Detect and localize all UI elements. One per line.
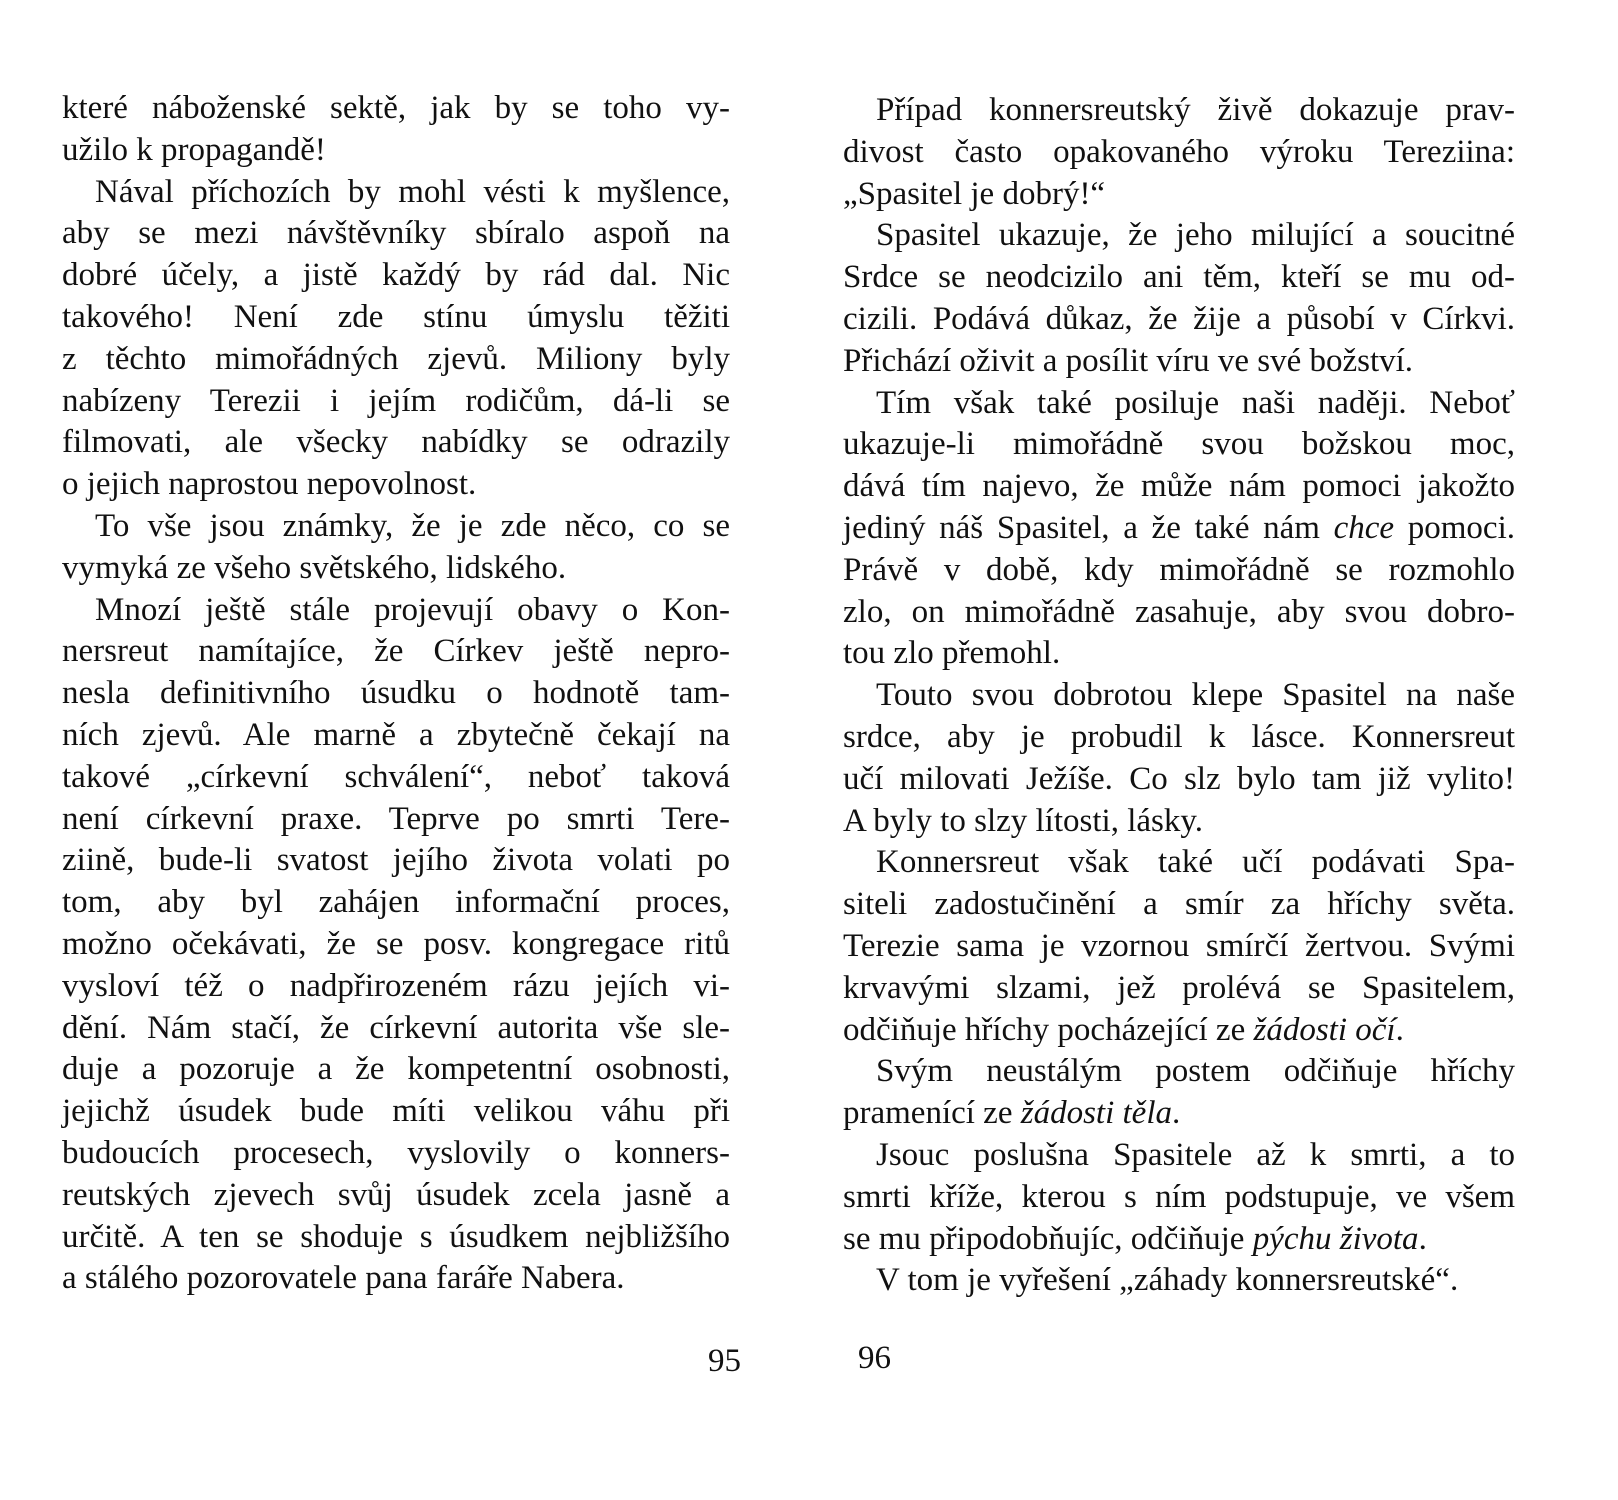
text-line: srdce, aby je probudil k lásce. Konnersreut bbox=[843, 719, 1515, 755]
text-line: tou zlo přemohl. bbox=[843, 635, 1061, 672]
text-line bbox=[843, 1010, 1515, 1050]
text-line: o jejich naprostou nepovolnost. bbox=[62, 466, 477, 503]
text-line: není církevní praxe. Teprve po smrti Tere- bbox=[62, 800, 730, 837]
text-segment: . bbox=[1172, 1095, 1181, 1132]
text-line: Srdce se neodcizilo ani těm, kteří se mu od- bbox=[843, 259, 1515, 296]
text-line: vymyká ze všeho světského, lidského. bbox=[62, 549, 567, 586]
text-segment: pramenící ze bbox=[843, 1095, 1021, 1132]
text-line: nabízeny Terezii i jejím rodičům, dá-li se bbox=[62, 382, 730, 419]
text-line: Konnersreut však také učí podávati Spa- bbox=[876, 844, 1515, 881]
text-line: smrti kříže, kterou s ním podstupuje, ve všem bbox=[843, 1178, 1515, 1215]
right-page bbox=[843, 0, 1515, 1500]
text-line: Nával příchozích by mohl vésti k myšlence, bbox=[95, 173, 730, 210]
text-line bbox=[843, 508, 1515, 548]
text-line bbox=[843, 1219, 1515, 1259]
text-line: To vše jsou známky, že je zde něco, co se bbox=[95, 508, 730, 544]
text-line: takové „církevní schválení“, neboť taková bbox=[62, 758, 730, 795]
text-line: Mnozí ještě stále projevují obavy o Kon- bbox=[95, 591, 730, 628]
text-segment: pomoci. bbox=[1394, 510, 1515, 546]
text-line: Případ konnersreutský živě dokazuje prav- bbox=[876, 92, 1515, 128]
italic-text: pýchu života bbox=[1252, 1220, 1419, 1257]
text-line: nersreut namítajíce, že Církev ještě nepro- bbox=[62, 633, 730, 670]
text-line: Svým neustálým postem odčiňuje hříchy bbox=[876, 1053, 1515, 1090]
text-segment: jediný náš Spasitel, a že také nám bbox=[843, 510, 1334, 546]
text-line: budoucích procesech, vyslovily o konners- bbox=[62, 1135, 730, 1171]
text-line: zlo, on mimořádně zasahuje, aby svou dobro- bbox=[843, 593, 1515, 630]
italic-text: žádosti očí bbox=[1253, 1011, 1396, 1048]
italic-text: chce bbox=[1333, 510, 1395, 546]
text-line: Spasitel ukazuje, že jeho milující a soucitné bbox=[876, 217, 1515, 254]
text-line: cizili. Podává důkaz, že žije a působí v Církvi. bbox=[843, 301, 1515, 337]
text-line: krvavými slzami, jež prolévá se Spasitelem, bbox=[843, 969, 1515, 1006]
text-line: které náboženské sektě, jak by se toho vy- bbox=[62, 90, 730, 126]
text-segment: . bbox=[1418, 1220, 1427, 1257]
text-line: dobré účely, a jistě každý by rád dal. Nic bbox=[62, 257, 730, 294]
page-number: 95 bbox=[708, 1343, 741, 1379]
text-line: dává tím najevo, že může nám pomoci jakožto bbox=[843, 468, 1515, 505]
text-line: z těchto mimořádných zjevů. Miliony byly bbox=[62, 340, 730, 377]
text-line: V tom je vyřešení „záhady konnersreutské“. bbox=[876, 1262, 1459, 1299]
text-line: ukazuje-li mimořádně svou božskou moc, bbox=[843, 426, 1515, 463]
left-page bbox=[62, 0, 741, 1500]
page-number: 96 bbox=[858, 1340, 891, 1376]
text-line: dění. Nám stačí, že církevní autorita vše sle- bbox=[62, 1009, 730, 1046]
text-line: reutských zjevech svůj úsudek zcela jasně a bbox=[62, 1176, 730, 1213]
text-line: A byly to slzy lítosti, lásky. bbox=[843, 802, 1203, 839]
text-line: tom, aby byl zahájen informační proces, bbox=[62, 884, 730, 921]
text-line: filmovati, ale všecky nabídky se odrazily bbox=[62, 424, 730, 461]
text-line: Tím však také posiluje naši naději. Neboť bbox=[876, 384, 1515, 421]
italic-text: žádosti těla bbox=[1020, 1095, 1172, 1132]
text-line: „Spasitel je dobrý!“ bbox=[843, 175, 1106, 212]
text-line: Přichází oživit a posílit víru ve své božství. bbox=[843, 342, 1414, 379]
text-line: Právě v době, kdy mimořádně se rozmohlo bbox=[843, 551, 1515, 588]
text-line bbox=[843, 1093, 1515, 1133]
text-segment: se mu připodobňujíc, odčiňuje bbox=[843, 1220, 1253, 1257]
text-line: Touto svou dobrotou klepe Spasitel na naše bbox=[876, 677, 1515, 714]
text-line: užilo k propagandě! bbox=[62, 131, 326, 168]
text-line: vysloví též o nadpřirozeném rázu jejích vi- bbox=[62, 967, 730, 1004]
text-line: duje a pozoruje a že kompetentní osobnosti, bbox=[62, 1051, 730, 1088]
text-segment: . bbox=[1395, 1011, 1404, 1048]
text-line: takového! Není zde stínu úmyslu těžiti bbox=[62, 299, 730, 335]
text-segment: odčiňuje hříchy pocházející ze bbox=[843, 1011, 1254, 1048]
text-line: ziině, bude-li svatost jejího života volati po bbox=[62, 842, 730, 879]
text-line: a stálého pozorovatele pana faráře Nabera. bbox=[62, 1260, 625, 1297]
text-line: možno očekávati, že se posv. kongregace ritů bbox=[62, 926, 730, 962]
text-line: jejichž úsudek bude míti velikou váhu při bbox=[62, 1093, 730, 1130]
text-line: Terezie sama je vzornou smírčí žertvou. Svými bbox=[843, 928, 1515, 964]
text-line: siteli zadostučinění a smír za hříchy světa. bbox=[843, 886, 1515, 923]
text-line: Jsouc poslušna Spasitele až k smrti, a to bbox=[876, 1137, 1515, 1173]
text-line: určitě. A ten se shoduje s úsudkem nejbližšího bbox=[62, 1218, 730, 1255]
text-line: aby se mezi návštěvníky sbíralo aspoň na bbox=[62, 215, 730, 252]
text-line: divost často opakovaného výroku Tereziina: bbox=[843, 133, 1515, 170]
text-line: nesla definitivního úsudku o hodnotě tam- bbox=[62, 675, 730, 712]
text-line: učí milovati Ježíše. Co slz bylo tam již vylito! bbox=[843, 760, 1515, 797]
text-line: ních zjevů. Ale marně a zbytečně čekají na bbox=[62, 717, 730, 753]
